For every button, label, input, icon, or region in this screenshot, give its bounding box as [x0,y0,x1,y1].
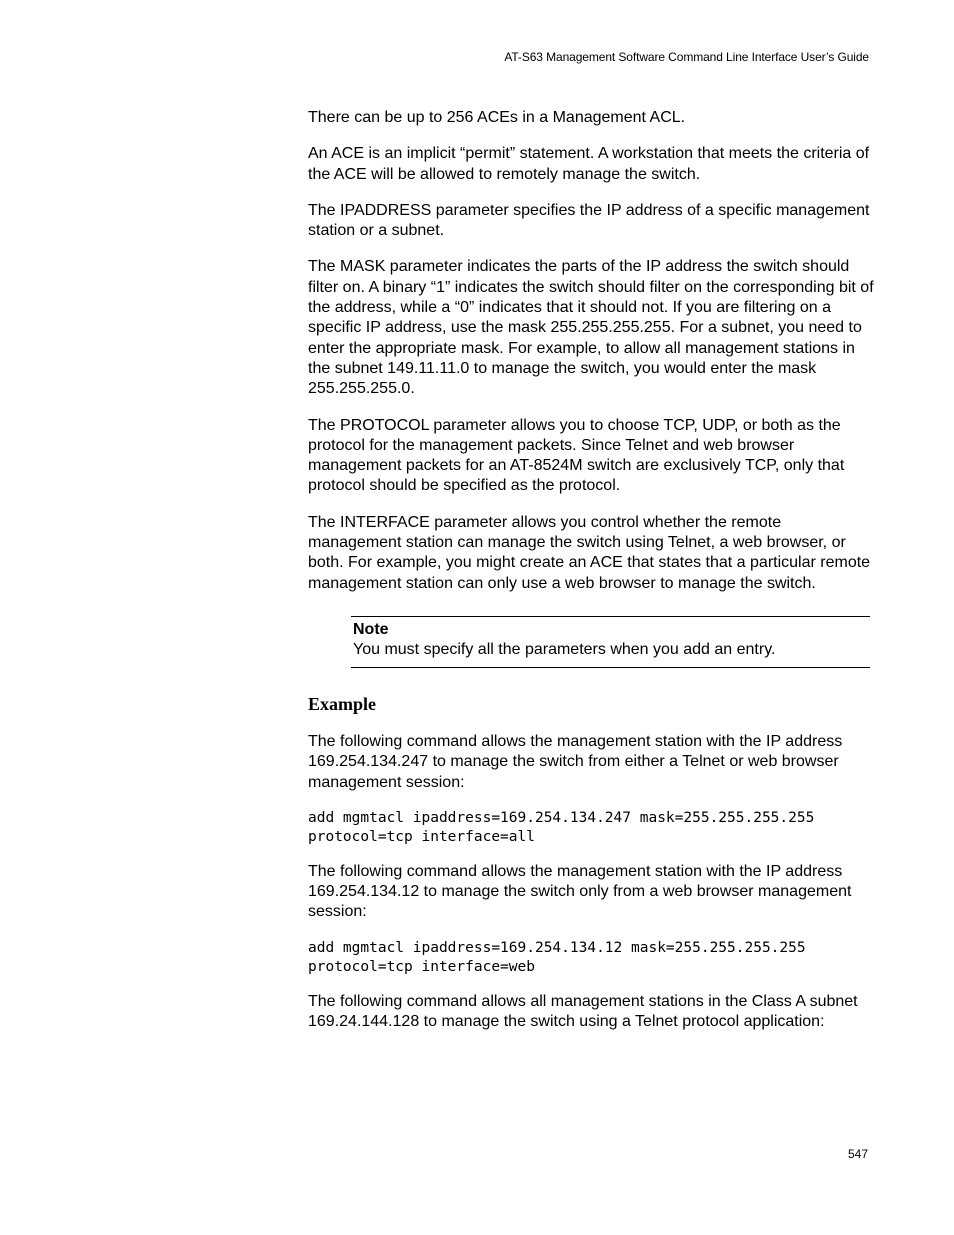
page-content [308,108,874,1048]
paragraph-example-1: The following command allows the management station with the IP address 169.254.134.247 to manage the switch from either a Telnet or web browser management session: [308,732,843,791]
note-title: Note [353,620,389,638]
paragraph-interface: The INTERFACE parameter allows you control whether the remote management station can manage the switch using Telnet, a web browser, or both. For example, you might create an ACE that states that a particular remote management station can only use a web browser to manage the switch. [308,513,871,592]
code-example-2: add mgmtacl ipaddress=169.254.134.12 mask=255.255.255.255 protocol=tcp interface=web [308,939,806,975]
page-number: 547 [847,1147,868,1161]
paragraph-example-2: The following command allows the management station with the IP address 169.254.134.12 to manage the switch only from a web browser management session: [308,862,852,921]
section-heading-example: Example [308,693,377,714]
paragraph-protocol: The PROTOCOL parameter allows you to choose TCP, UDP, or both as the protocol for the management packets. Since Telnet and web browser management packets for an AT-8524M switch are exclusively TCP, only that protocol should be specified as the protocol. [308,416,845,495]
paragraph-ipaddress: The IPADDRESS parameter specifies the IP address of a specific management station or a subnet. [308,201,870,240]
paragraph-ace-permit: An ACE is an implicit “permit” statement. A workstation that meets the criteria of the ACE will be allowed to remotely manage the switch. [308,145,870,183]
note-text: You must specify all the parameters when you add an entry. [353,640,776,658]
code-example-1: add mgmtacl ipaddress=169.254.134.247 mask=255.255.255.255 protocol=tcp interface=all [308,809,815,845]
running-header: AT-S63 Management Software Command Line Interface User’s Guide [504,50,869,64]
paragraph-ace-limit: There can be up to 256 ACEs in a Management ACL. [308,109,686,126]
note-box [351,616,870,668]
paragraph-example-3: The following command allows all management stations in the Class A subnet 169.24.144.128 to manage the switch using a Telnet protocol application: [308,992,858,1031]
paragraph-mask: The MASK parameter indicates the parts of the IP address the switch should filter on. A binary “1” indicates the switch should filter on the corresponding bit of the address, while a “0” indicates that it should not. If you are filtering on a specific IP address, use the mask 255.255.255.255. For a subnet, you need to enter the appropriate mask. For example, to allow all management stations in the subnet 149.11.11.0 to manage the switch, you would enter the mask 255.255.255.0. [308,258,874,398]
